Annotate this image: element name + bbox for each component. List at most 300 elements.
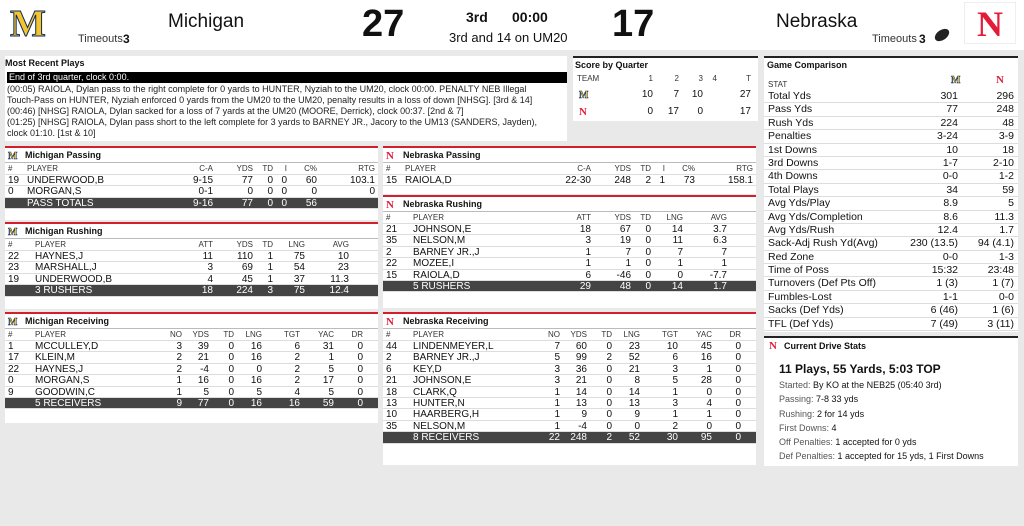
possession-football-icon: [933, 26, 952, 43]
stat-cell: 103.1: [349, 175, 375, 186]
comparison-row: [764, 318, 1018, 331]
stat-cell: 110: [237, 251, 253, 262]
stat-cell: 1: [267, 273, 273, 285]
column-header: AVG: [710, 213, 727, 222]
total-cell: PASS TOTALS: [27, 197, 94, 209]
drive-stat-row: [779, 449, 984, 463]
player-row: [383, 409, 756, 420]
stat-cell: 0: [735, 352, 741, 364]
stat-cell: 0: [228, 352, 234, 364]
michigan-icon: M: [8, 227, 18, 238]
player-row: [383, 258, 756, 269]
um-rushing-header: [5, 224, 378, 239]
stat-cell: 18: [386, 386, 398, 398]
player-row: [5, 387, 378, 398]
stat-cell: 60: [575, 341, 587, 352]
stat-cell: 4: [706, 397, 712, 409]
column-header: #: [8, 240, 13, 249]
home-team-name: Michigan: [168, 11, 245, 32]
stat-cell: 7: [721, 246, 727, 258]
column-header: AVG: [332, 240, 349, 249]
stat-cell: 36: [575, 363, 587, 375]
player-row: [383, 235, 756, 246]
stat-cell: 9-15: [192, 175, 213, 186]
player-row: [5, 364, 378, 375]
column-header: DR: [729, 330, 741, 339]
comparison-nebraska-value: 11.3: [994, 210, 1014, 223]
column-headers: [5, 239, 378, 251]
comparison-nebraska-value: 18: [1002, 143, 1014, 156]
comparison-michigan-value: 15:32: [931, 264, 958, 277]
column-header: TGT: [662, 330, 678, 339]
total-cell: 18: [201, 285, 213, 297]
comparison-nebraska-value: 2-10: [992, 156, 1014, 169]
game-comparison-title: Game Comparison: [767, 60, 848, 70]
total-cell: 248: [570, 432, 587, 444]
stat-cell: 13: [386, 397, 398, 409]
totals-row: [5, 285, 378, 296]
column-header: ATT: [576, 213, 591, 222]
stat-cell: 0: [645, 235, 651, 247]
stat-cell: 22: [386, 258, 398, 270]
column-header: C-A: [577, 164, 591, 173]
comparison-michigan-value: 224: [940, 116, 958, 129]
stat-cell: 6: [294, 341, 300, 352]
stat-cell: 17: [8, 352, 20, 364]
michigan-icon: M: [8, 317, 18, 328]
comparison-row: [764, 277, 1018, 290]
game-clock: 00:00: [512, 9, 548, 25]
stat-cell: 1: [706, 409, 712, 421]
total-cell: 48: [619, 280, 631, 292]
stat-cell: 2: [294, 363, 300, 375]
stat-cell: 16: [250, 341, 262, 352]
stat-cell: 0: [606, 386, 612, 398]
quarter-header: 1: [648, 74, 653, 83]
comparison-michigan-value: 8.9: [943, 197, 958, 210]
player-row: [5, 274, 378, 285]
player-row: [383, 341, 756, 352]
stat-cell: 0: [606, 341, 612, 352]
stat-cell: 0: [606, 363, 612, 375]
total-cell: 75: [293, 285, 305, 297]
column-header: LNG: [245, 330, 262, 339]
drive-stat-row: [779, 407, 984, 421]
stat-cell: 0: [645, 246, 651, 258]
um-receiving-header: [5, 314, 378, 329]
stat-cell: 21: [386, 375, 398, 387]
quarter-header: 3: [698, 74, 703, 83]
away-score: 17: [612, 3, 655, 45]
stat-cell: 21: [575, 375, 587, 387]
stat-cell: 19: [8, 175, 20, 186]
player-row: [5, 375, 378, 386]
stat-cell: 5: [256, 386, 262, 398]
stat-cell: 3.7: [713, 224, 727, 235]
comparison-nebraska-value: 59: [1002, 183, 1014, 196]
quarter-score-row: [573, 103, 758, 120]
quarter-header: 2: [674, 74, 679, 83]
stat-cell: 52: [628, 352, 640, 364]
column-header: TD: [262, 240, 273, 249]
nu-rushing-header: [383, 197, 756, 212]
stat-cell: 13: [575, 397, 587, 409]
stat-cell: 1: [672, 409, 678, 421]
stat-cell: 0: [735, 363, 741, 375]
stat-cell: 0: [706, 386, 712, 398]
stat-cell: 4: [294, 386, 300, 398]
stat-cell: 0: [247, 186, 253, 198]
column-header: NO: [548, 330, 560, 339]
recent-play-line: Touch-Pass on HUNTER, Nyziah enforced 0 yards from the UM20 to the UM20, penalty results in a loss of down [NHSG]. [3rd & 14]: [7, 95, 533, 105]
comparison-nebraska-value: 23:48: [987, 264, 1014, 277]
stat-cell: 0: [606, 375, 612, 387]
um-passing-title: Michigan Passing: [25, 150, 102, 160]
stat-cell: 2: [386, 246, 392, 258]
stat-cell: 6.3: [713, 235, 727, 247]
comparison-michigan-value: 77: [946, 103, 958, 116]
total-cell: 52: [628, 432, 640, 444]
quarter-header: T: [746, 74, 751, 83]
stat-cell: 35: [386, 235, 398, 247]
nebraska-logo: N: [964, 2, 1016, 44]
comparison-michigan-value: 1-7: [942, 156, 958, 169]
stat-cell: 3: [585, 235, 591, 247]
stat-cell: -46: [616, 269, 631, 281]
comparison-stat-label: Red Zone: [768, 250, 815, 263]
stat-cell: 0: [706, 420, 712, 432]
recent-play-line: (00:46) [NHSG] RAIOLA, Dylan sacked for a loss of 7 yards at the UM20 (MOORE, Derrick), clock 00:37. [2nd & 7]: [7, 106, 464, 116]
stat-cell: 0: [634, 420, 640, 432]
comparison-stat-label: 3rd Downs: [768, 156, 819, 169]
stat-cell: KLEIN,M: [35, 352, 76, 364]
stat-cell: 10: [386, 409, 398, 421]
michigan-passing-panel: [5, 146, 378, 220]
stat-cell: 2: [176, 352, 182, 364]
comparison-michigan-value: 0-0: [942, 170, 958, 183]
comparison-stat-label: 1st Downs: [768, 143, 818, 156]
stat-cell: 0: [228, 363, 234, 375]
away-timeouts: 3: [919, 32, 926, 46]
stat-cell: 1: [706, 363, 712, 375]
stat-cell: 23: [8, 262, 20, 274]
stat-cell: 5: [672, 375, 678, 387]
total-cell: 77: [197, 397, 209, 409]
stat-cell: 2: [672, 420, 678, 432]
stat-cell: 1: [554, 420, 560, 432]
stat-cell: 3: [672, 363, 678, 375]
column-header: YDS: [570, 330, 587, 339]
drive-stat-value: 1 accepted for 0 yds: [835, 437, 917, 448]
column-header: DR: [351, 330, 363, 339]
column-header: I: [284, 164, 287, 173]
stat-cell: 0: [228, 386, 234, 398]
michigan-receiving-panel: [5, 312, 378, 423]
player-row: [383, 247, 756, 258]
stat-cell: 1: [721, 258, 727, 270]
stat-cell: 54: [293, 262, 305, 274]
stat-cell: 0: [735, 341, 741, 352]
quarter-header: 4: [712, 74, 717, 83]
total-cell: 2: [606, 432, 612, 444]
um-receiving-title: Michigan Receiving: [25, 316, 110, 326]
comparison-stat-label: Total Plays: [768, 183, 819, 196]
column-header: YAC: [318, 330, 334, 339]
stat-cell: 0: [606, 409, 612, 421]
stat-cell: 15: [386, 175, 398, 186]
stat-cell: RAIOLA,D: [405, 175, 452, 186]
stat-cell: 0: [357, 363, 363, 375]
stat-cell: 1: [585, 246, 591, 258]
comparison-nebraska-value: 248: [996, 103, 1014, 116]
player-row: [5, 186, 378, 197]
drive-stat-label: Passing:: [779, 394, 814, 405]
stat-cell: 0: [357, 341, 363, 352]
stat-cell: KEY,D: [413, 363, 442, 375]
column-header: #: [386, 330, 391, 339]
column-header: YAC: [696, 330, 712, 339]
stat-cell: 14: [628, 386, 640, 398]
quarter-header: TEAM: [577, 74, 600, 83]
stat-cell: 0: [735, 397, 741, 409]
comparison-nebraska-value: 1-3: [998, 250, 1014, 263]
column-header: RTG: [736, 164, 753, 173]
stat-cell: 0: [645, 224, 651, 235]
column-header: LNG: [666, 213, 683, 222]
total-cell: 9-16: [192, 197, 213, 209]
column-header: PLAYER: [405, 164, 436, 173]
comparison-nebraska-value: 296: [996, 90, 1014, 102]
stat-cell: BARNEY JR.,J: [413, 352, 480, 364]
stat-cell: 0: [606, 420, 612, 432]
stat-cell: 1: [554, 397, 560, 409]
stat-cell: 1: [176, 375, 182, 387]
comparison-nebraska-value: 3-9: [998, 130, 1014, 143]
stat-cell: 77: [241, 175, 253, 186]
player-row: [383, 375, 756, 386]
stat-cell: 39: [197, 341, 209, 352]
stat-cell: 1: [176, 386, 182, 398]
comparison-row: [764, 117, 1018, 130]
comparison-row: [764, 130, 1018, 143]
recent-plays-title: Most Recent Plays: [5, 58, 85, 68]
comparison-stat-label: Total Yds: [768, 90, 811, 102]
nebraska-icon: N: [386, 199, 394, 211]
comparison-nebraska-value: 94 (4.1): [977, 237, 1014, 250]
nebraska-passing-panel: [383, 146, 756, 194]
stat-cell: 35: [386, 420, 398, 432]
quarter-score-cell: 17: [667, 106, 679, 117]
drive-stat-row: [779, 392, 984, 406]
comparison-michigan-value: 34: [946, 183, 958, 196]
column-header: #: [386, 213, 391, 222]
stat-cell: 7: [677, 246, 683, 258]
player-row: [5, 341, 378, 352]
comparison-nebraska-value: 48: [1002, 116, 1014, 129]
stat-cell: 3: [672, 397, 678, 409]
away-team-name: Nebraska: [776, 11, 858, 32]
recent-play-line: clock 01:10. [1st & 10]: [7, 128, 96, 138]
quarter-score-cell: 0: [647, 106, 653, 117]
total-cell: 1.7: [713, 280, 727, 292]
stat-cell: 16: [250, 375, 262, 387]
michigan-icon: M: [8, 151, 18, 162]
column-header: C%: [304, 164, 317, 173]
stat-cell: 0: [281, 186, 287, 198]
nu-passing-header: [383, 148, 756, 163]
comparison-stat-label: Rush Yds: [768, 116, 814, 129]
stat-cell: 3: [554, 363, 560, 375]
recent-plays-panel: [5, 56, 567, 141]
total-cell: 8 RECEIVERS: [413, 432, 480, 444]
stat-cell: 0: [8, 186, 14, 198]
stat-cell: 75: [293, 251, 305, 262]
column-header: #: [8, 330, 13, 339]
comparison-row: [764, 211, 1018, 224]
column-header: TD: [640, 213, 651, 222]
stat-cell: HAYNES,J: [35, 251, 84, 262]
stat-cell: 0: [735, 375, 741, 387]
drive-stat-label: Off Penalties:: [779, 437, 833, 448]
stat-cell: 3: [554, 375, 560, 387]
comparison-nebraska-value: 1 (7): [992, 277, 1014, 290]
stat-cell: 1: [672, 386, 678, 398]
player-row: [383, 175, 756, 186]
column-header: TGT: [284, 330, 300, 339]
player-row: [5, 175, 378, 186]
stat-cell: 1: [659, 175, 665, 186]
column-headers: [5, 329, 378, 341]
comparison-stat-label: Time of Poss: [768, 264, 829, 277]
totals-row: [5, 198, 378, 209]
stat-cell: GOODWIN,C: [35, 386, 95, 398]
column-header: YDS: [614, 164, 631, 173]
stat-cell: -7.7: [709, 269, 727, 281]
quarter-score-cell: 7: [673, 89, 679, 100]
nebraska-rushing-panel: [383, 195, 756, 308]
player-row: [383, 352, 756, 363]
comparison-michigan-value: 301: [940, 90, 958, 102]
comparison-nebraska-value: 3 (11): [987, 317, 1014, 330]
stat-cell: 8: [634, 375, 640, 387]
stat-cell: 0: [228, 341, 234, 352]
stat-cell: NELSON,M: [413, 420, 466, 432]
comparison-row: [764, 90, 1018, 103]
comparison-nebraska-value: 5: [1008, 197, 1014, 210]
stat-cell: 0: [228, 375, 234, 387]
michigan-logo: M: [10, 3, 46, 45]
comparison-michigan-value: 7 (49): [930, 317, 958, 330]
stat-cell: HAYNES,J: [35, 363, 84, 375]
player-row: [5, 251, 378, 262]
comparison-stat-label: Avg Yds/Completion: [768, 210, 863, 223]
stat-cell: 21: [386, 224, 398, 235]
column-header: PLAYER: [35, 240, 66, 249]
stat-cell: 14: [575, 386, 587, 398]
comparison-stat-label: Sack-Adj Rush Yd(Avg): [768, 237, 878, 250]
comparison-michigan-value: 1 (3): [936, 277, 958, 290]
stat-cell: 0: [256, 363, 262, 375]
stat-cell: -4: [578, 420, 587, 432]
stat-cell: 0: [677, 269, 683, 281]
stat-cell: 0: [281, 175, 287, 186]
recent-play-highlight: End of 3rd quarter, clock 0:00.: [7, 72, 567, 83]
drive-headline: 11 Plays, 55 Yards, 5:03 TOP: [779, 362, 941, 376]
column-header: I: [662, 164, 665, 173]
stat-cell: NELSON,M: [413, 235, 466, 247]
total-cell: 0: [228, 397, 234, 409]
stat-cell: 16: [700, 352, 712, 364]
comparison-row: [764, 103, 1018, 116]
stat-cell: 11.3: [330, 273, 349, 285]
column-header: #: [8, 164, 13, 173]
quarter-score-cell: 27: [739, 89, 751, 100]
stat-cell: 158.1: [727, 175, 753, 186]
comparison-nebraska-value: 0-0: [998, 290, 1014, 303]
stat-cell: 67: [619, 224, 631, 235]
total-cell: 95: [700, 432, 712, 444]
drive-stat-value: 1 accepted for 15 yds, 1 First Downs: [837, 451, 984, 462]
column-headers: [5, 163, 378, 175]
nu-receiving-header: [383, 314, 756, 329]
stat-cell: 23: [337, 262, 349, 274]
stat-cell: 18: [579, 224, 591, 235]
total-cell: 16: [288, 397, 300, 409]
drive-stat-label: Started:: [779, 380, 811, 390]
stat-cell: 69: [241, 262, 253, 274]
stat-cell: 6: [386, 363, 392, 375]
total-cell: 5 RECEIVERS: [35, 397, 102, 409]
current-drive-title: Current Drive Stats: [784, 341, 867, 351]
column-header: YDS: [192, 330, 209, 339]
total-cell: 77: [241, 197, 253, 209]
comparison-stat-label: Avg Yds/Play: [768, 197, 831, 210]
stat-cell: 2: [176, 363, 182, 375]
comparison-michigan-value: 230 (13.5): [910, 237, 958, 250]
comparison-michigan-value: 6 (46): [930, 304, 958, 317]
player-row: [383, 387, 756, 398]
stat-header: STAT: [768, 80, 788, 89]
recent-play-line: (00:05) RAIOLA, Dylan pass to the right complete for 0 yards to HUNTER, Nyziah to the UM20, clock 00:00. PENALTY NEB Illegal: [7, 84, 527, 94]
stat-cell: 9: [581, 409, 587, 421]
stat-cell: 0: [267, 186, 273, 198]
totals-row: [383, 281, 756, 292]
stat-cell: UNDERWOOD,B: [27, 175, 105, 186]
stat-cell: 0: [606, 397, 612, 409]
quarter-score-cell: 10: [641, 89, 653, 100]
total-cell: 224: [236, 285, 253, 297]
column-header: YDS: [614, 213, 631, 222]
total-cell: 0: [357, 397, 363, 409]
stat-cell: 22-30: [565, 175, 591, 186]
nebraska-receiving-panel: [383, 312, 756, 465]
stat-cell: 19: [8, 273, 20, 285]
stat-cell: 0: [8, 375, 14, 387]
game-comparison-panel: [764, 56, 1018, 332]
total-cell: 3 RUSHERS: [35, 285, 93, 297]
column-header: TD: [223, 330, 234, 339]
stat-cell: 17: [322, 375, 334, 387]
player-row: [383, 364, 756, 375]
stat-cell: 13: [628, 397, 640, 409]
comparison-row: [764, 184, 1018, 197]
score-by-quarter-panel: [573, 56, 758, 121]
total-cell: 30: [666, 432, 678, 444]
comparison-stat-label: Penalties: [768, 130, 812, 143]
michigan-row-logo: M: [579, 90, 589, 101]
stat-cell: 19: [619, 235, 631, 247]
stat-cell: 21: [628, 363, 640, 375]
